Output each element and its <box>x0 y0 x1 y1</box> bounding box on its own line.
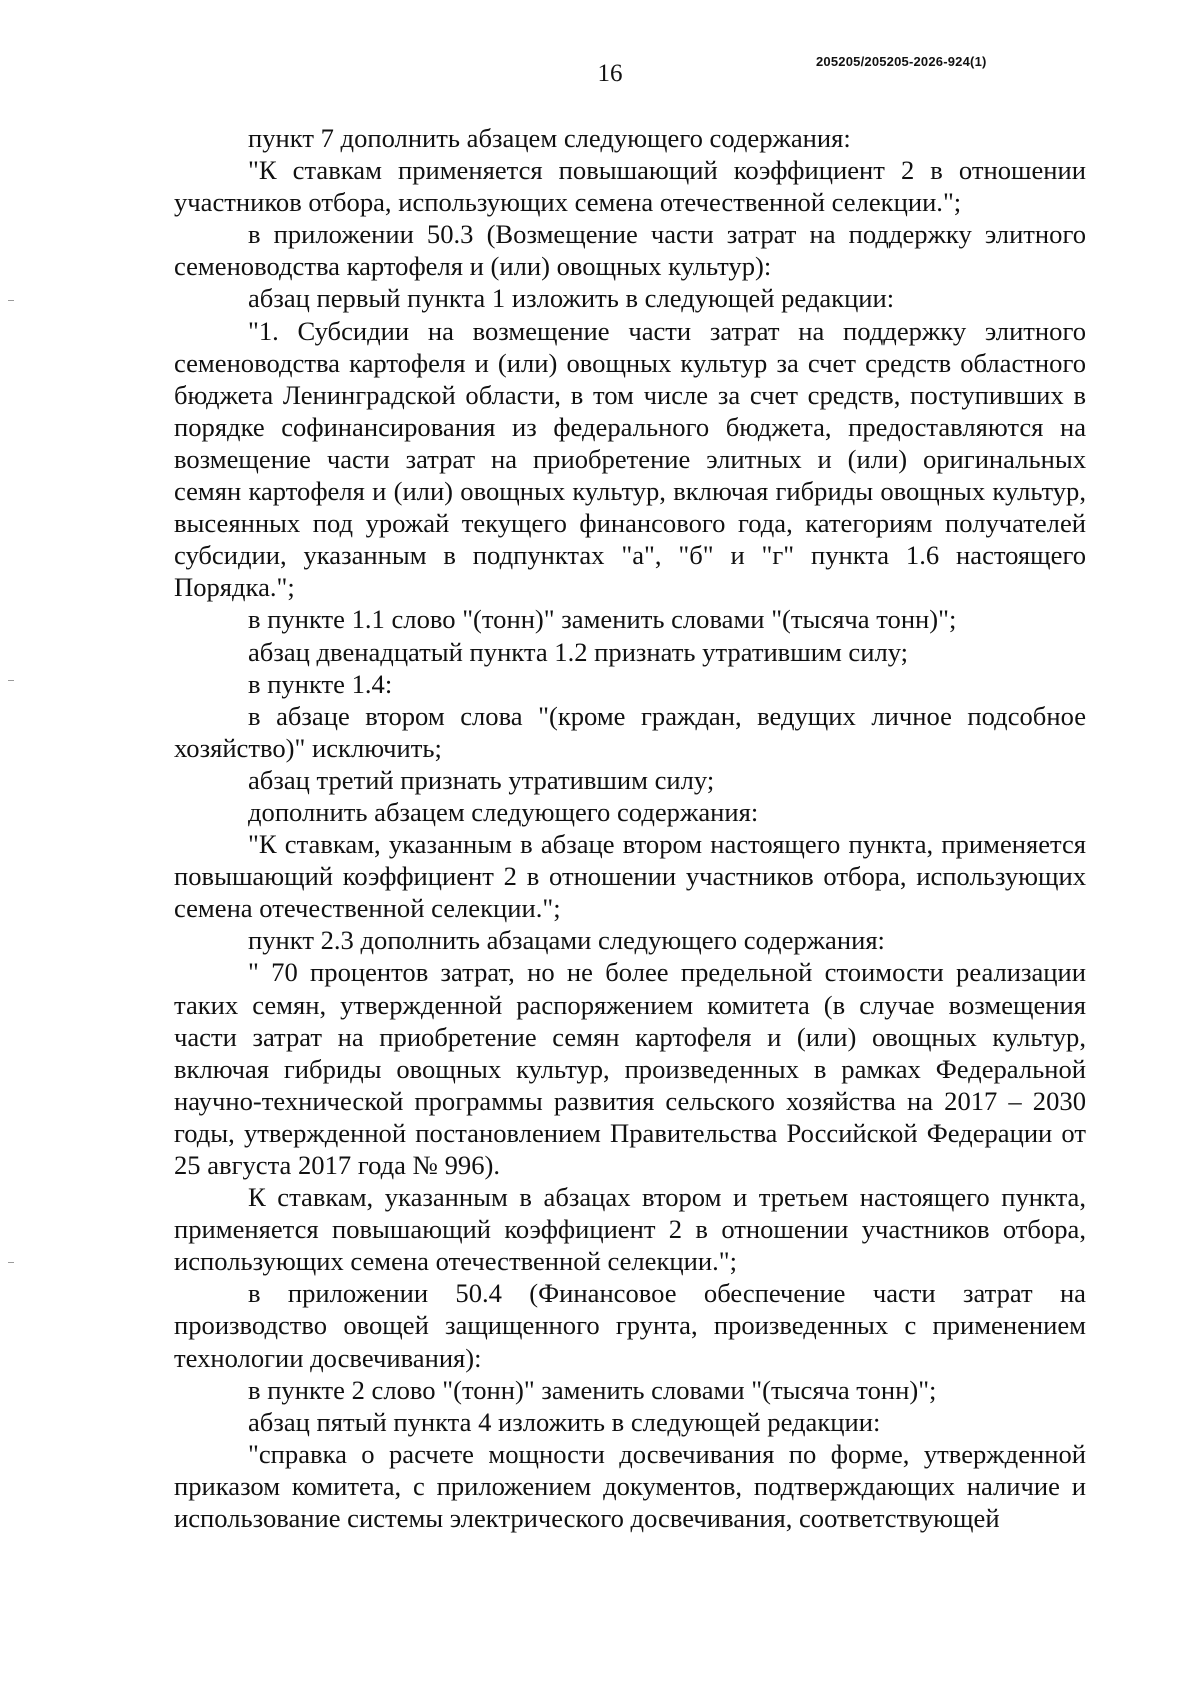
paragraph: абзац первый пункта 1 изложить в следующей редакции: <box>248 283 895 314</box>
document-code: 205205/205205-2026-924(1) <box>816 54 987 69</box>
paragraph: в пункте 1.1 слово "(тонн)" заменить словами "(тысяча тонн)"; <box>248 604 957 635</box>
margin-mark <box>8 1262 14 1263</box>
paragraph: "1. Субсидии на возмещение части затрат на поддержку элитного семеноводства картофеля и (или) овощных культур за счет средств областного бюджета Ленинградской области, в том числе за счет средств, поступивших в порядке софинансирования из федерального бюджета, предоставляются на возмещение части затрат на приобретение элитных и (или) оригинальных семян картофеля и (или) овощных культур, включая гибриды овощных культур, высеянных под урожай текущего финансового года, категориям получателей субсидии, указанным в подпунктах "а", "б" и "г" пункта 1.6 настоящего Порядка."; <box>174 315 1086 603</box>
paragraph: в пункте 1.4: <box>248 668 393 699</box>
paragraph: "К ставкам применяется повышающий коэффициент 2 в отношении участников отбора, использующих семена отечественной селекции."; <box>174 155 1086 218</box>
paragraph: абзац двенадцатый пункта 1.2 признать утратившим силу; <box>248 636 909 667</box>
page-number: 16 <box>597 60 623 87</box>
paragraph: "К ставкам, указанным в абзаце втором настоящего пункта, применяется повышающий коэффициент 2 в отношении участников отбора, использующих семена отечественной селекции."; <box>174 829 1086 924</box>
paragraph: в приложении 50.4 (Финансовое обеспечение части затрат на производство овощей защищенного грунта, произведенных с применением технологии досвечивания): <box>174 1278 1086 1373</box>
paragraph: пункт 2.3 дополнить абзацами следующего содержания: <box>248 925 885 956</box>
paragraph: абзац пятый пункта 4 изложить в следующей редакции: <box>248 1406 881 1437</box>
paragraph: пункт 7 дополнить абзацем следующего содержания: <box>248 123 851 153</box>
document-body <box>174 122 1086 1534</box>
paragraph: в приложении 50.3 (Возмещение части затрат на поддержку элитного семеноводства картофеля и (или) овощных культур): <box>174 219 1086 282</box>
paragraph: в абзаце втором слова "(кроме граждан, ведущих личное подсобное хозяйство)" исключить; <box>174 700 1086 763</box>
paragraph: в пункте 2 слово "(тонн)" заменить словами "(тысяча тонн)"; <box>248 1374 937 1405</box>
margin-mark <box>8 300 14 301</box>
paragraph: " 70 процентов затрат, но не более предельной стоимости реализации таких семян, утвержденной распоряжением комитета (в случае возмещения части затрат на приобретение семян картофеля и (или) овощных культур, включая гибриды овощных культур, произведенных в рамках Федеральной научно-технической программы развития сельского хозяйства на 2017 – 2030 годы, утвержденной постановлением Правительства Российской Федерации от 25 августа 2017 года № 996). <box>174 957 1086 1180</box>
paragraph: К ставкам, указанным в абзацах втором и третьем настоящего пункта, применяется повышающий коэффициент 2 в отношении участников отбора, использующих семена отечественной селекции."; <box>174 1182 1086 1277</box>
paragraph: "справка о расчете мощности досвечивания по форме, утвержденной приказом комитета, с приложением документов, подтверждающих наличие и использование системы электрического досвечивания, соответствующей <box>174 1438 1086 1534</box>
margin-mark <box>8 680 14 681</box>
paragraph: дополнить абзацем следующего содержания: <box>248 796 759 827</box>
paragraph: абзац третий признать утратившим силу; <box>248 764 715 795</box>
